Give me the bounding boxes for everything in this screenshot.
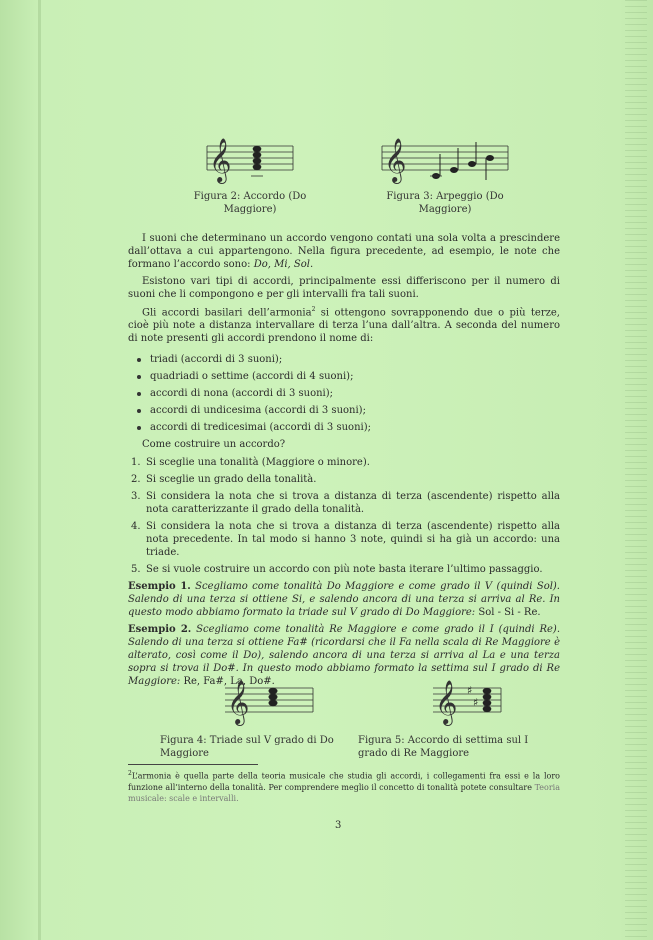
list-item: accordi di tredicesimai (accordi di 3 suoni);: [128, 421, 560, 434]
step-text: Si sceglie un grado della tonalità.: [146, 474, 317, 486]
chord-type-list: [128, 353, 560, 434]
step-number: 3.: [131, 491, 141, 503]
example-1-result: Sol - Si - Re.: [478, 607, 541, 619]
footnote-number: 2: [128, 770, 132, 777]
step-text: Si considera la nota che si trova a distanza di terza (ascendente) rispetto alla nota caratterizzante il grado della tonalità.: [146, 491, 560, 516]
page-number: 3: [335, 820, 342, 831]
footnote-rule: [128, 764, 258, 765]
step-number: 5.: [131, 564, 141, 576]
question: Come costruire un accordo?: [142, 439, 286, 451]
list-item: [128, 456, 560, 469]
list-item: quadriadi o settime (accordi di 4 suoni);: [128, 370, 560, 383]
example-1-label: Esempio 1.: [128, 581, 191, 593]
figure-3: [360, 126, 530, 216]
figure-5-caption: Figura 5: Accordo di settima sul I grado di Re Maggiore: [358, 735, 529, 759]
example-2-text: Scegliamo come tonalità Re Maggiore e come grado il I (quindi Re). Salendo di una terza si ottiene Fa# (ricordarsi che il Fa nella scala di Re Maggiore è alterato, così come il Do), salendo ancora di una terza si arriva al La e una terza sopra si trova il Do#. In questo modo abbiamo formato la settima sul I grado di Re Maggiore:: [128, 624, 560, 688]
svg-text:𝄞: 𝄞: [227, 680, 250, 724]
example-2-label: Esempio 2.: [128, 624, 192, 636]
figure-3-caption: Figura 3: Arpeggio (Do Maggiore): [386, 191, 504, 215]
step-text: Se si vuole costruire un accordo con più note basta iterare l’ultimo passaggio.: [146, 564, 543, 576]
triad-staff-image: [185, 670, 315, 730]
chord-staff-image: [205, 126, 295, 186]
svg-text:𝄞: 𝄞: [435, 680, 458, 724]
step-number: 2.: [131, 474, 141, 486]
example-1-text: Scegliamo come tonalità Do Maggiore e come grado il V (quindi Sol). Salendo di una terza si ottiene Si, e salendo ancora di una terza si arriva al Re. In questo modo abbiamo formato la triade sul V grado di Do Maggiore:: [128, 581, 560, 619]
arpeggio-staff-image: [380, 126, 510, 186]
svg-text:𝄞: 𝄞: [384, 138, 407, 182]
step-number: 1.: [131, 457, 141, 469]
paragraph-3-text: Gli accordi basilari dell’armonia: [142, 307, 312, 319]
seventh-chord-staff-image: [393, 670, 503, 730]
paragraph-3: [128, 303, 560, 345]
paragraph-1: [128, 232, 560, 271]
body-text: [128, 232, 560, 688]
list-item: [128, 490, 560, 516]
list-item: [128, 473, 560, 486]
footnote: [128, 768, 560, 804]
list-item: accordi di nona (accordi di 3 suoni);: [128, 387, 560, 400]
page-fold: [38, 0, 41, 940]
figure-5: [358, 670, 538, 760]
footnote-link: Teoria musicale: scale e intervalli.: [128, 782, 560, 803]
example-1: [128, 580, 560, 619]
paragraph-3-continuation: si ottengono sovrapponendo due o più terze, cioè più note a distanza intervallare di terza l’una dall’altra. A seconda del numero di note presenti gli accordi prendono il nome di:: [128, 307, 560, 345]
footnote-marker: 2: [311, 306, 316, 313]
svg-text:♯: ♯: [473, 696, 479, 709]
list-item: [128, 563, 560, 576]
step-text: Si sceglie una tonalità (Maggiore o minore).: [146, 457, 370, 469]
figure-2-caption: Figura 2: Accordo (Do Maggiore): [193, 191, 307, 215]
svg-text:𝄞: 𝄞: [209, 138, 232, 182]
list-item: triadi (accordi di 3 suoni);: [128, 353, 560, 366]
paragraph-1-text: I suoni che determinano un accordo vengono contati una sola volta a prescindere dall’ottava a cui appartengono. Nella figura precedente, ad esempio, le note che formano l’accordo sono:: [128, 233, 560, 270]
footnote-text: L’armonia è quella parte della teoria musicale che studia gli accordi, i collegamenti fra essi e la loro funzione all’interno della tonalità. Per comprendere meglio il concetto di tonalità potete consultare: [128, 771, 560, 792]
paragraph-2: Esistono vari tipi di accordi, principalmente essi differiscono per il numero di suoni che li compongono e per gli intervalli fra tali suoni.: [128, 276, 560, 300]
figure-4: [160, 670, 340, 760]
step-text: Si considera la nota che si trova a distanza di terza (ascendente) rispetto alla nota precedente. In tal modo si hanno 3 note, quindi si ha già un accordo: una triade.: [146, 521, 560, 559]
binding-holes: [625, 0, 647, 940]
steps-list: [128, 456, 560, 576]
svg-text:♯: ♯: [467, 684, 473, 697]
example-2-result: Re, Fa#, La, Do#.: [183, 676, 275, 688]
figure-4-caption: Figura 4: Triade sul V grado di Do Maggiore: [160, 735, 334, 759]
chord-notes: Do, Mi, Sol.: [253, 259, 314, 270]
list-item: [128, 520, 560, 559]
step-number: 4.: [131, 521, 141, 533]
figure-2: [170, 126, 330, 216]
list-item: accordi di undicesima (accordi di 3 suoni);: [128, 404, 560, 417]
